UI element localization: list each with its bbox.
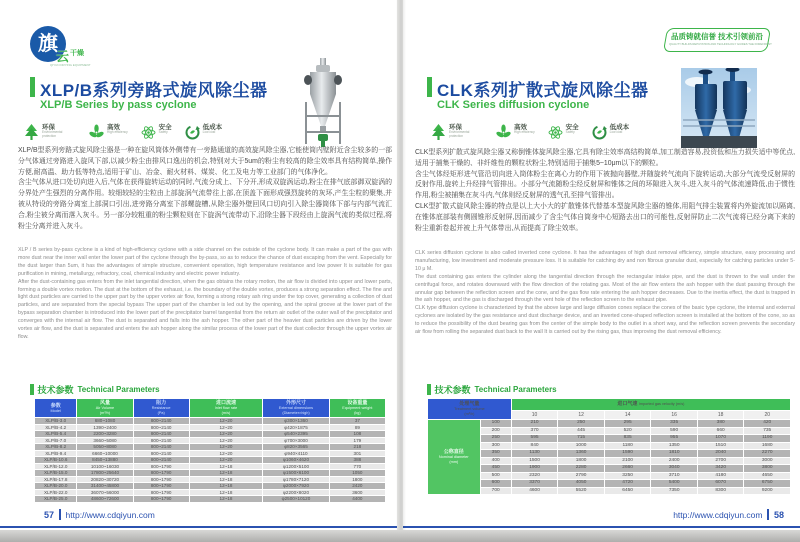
- volume-cell: 5520: [558, 488, 604, 495]
- table-cell: φ1200×5100: [263, 464, 329, 470]
- logo-en-text: QIYUN DRYING EQUIPMENT: [50, 63, 91, 67]
- volume-cell: 1590: [605, 450, 651, 457]
- footer-divider: [767, 509, 769, 520]
- table-cell: φ300×1360: [263, 418, 329, 424]
- diameter-cell: 300: [481, 443, 511, 450]
- volume-cell: 370: [512, 428, 558, 435]
- velocity-value: 12: [558, 411, 604, 419]
- feature-label-en: Environmental protection: [449, 130, 470, 138]
- feature-label-en: Low cost: [609, 130, 623, 134]
- volume-cell: 1360: [558, 450, 604, 457]
- right-section-header: [427, 383, 557, 396]
- table-cell: 301: [330, 451, 385, 457]
- section-title-cn: 技术参数: [37, 385, 74, 395]
- right-english-description: [415, 250, 795, 337]
- volume-cell: 250: [558, 420, 604, 427]
- table-row: [35, 483, 385, 489]
- volume-cell: 3800: [744, 465, 790, 472]
- table-cell: 12~20: [190, 451, 262, 457]
- table-cell: 3600: [330, 490, 385, 496]
- table-cell: 12~20: [190, 425, 262, 431]
- table-cell: 800~2140: [134, 418, 189, 424]
- table-cell: XLP/B-3.0: [35, 418, 76, 424]
- table-cell: φ2200×8020: [263, 490, 329, 496]
- feature-item: [592, 124, 630, 146]
- velocity-value: 16: [651, 411, 697, 419]
- table-row: [35, 438, 385, 444]
- table-row: [35, 425, 385, 431]
- volume-cell: 9200: [744, 488, 790, 495]
- table-cell: 3660~5080: [77, 438, 132, 444]
- feature-label-cn: 安全: [565, 124, 579, 131]
- diameter-cell: 600: [481, 480, 511, 487]
- feature-label-en: High efficiency: [514, 130, 535, 134]
- column-header: 阻力 Resistance (Pa): [134, 399, 189, 417]
- volume-cell: 420: [744, 420, 790, 427]
- table-cell: 800~1790: [134, 496, 189, 502]
- table-cell: 218: [330, 444, 385, 450]
- feature-label: [42, 124, 76, 139]
- gas-velocity-header: 进口气速 Imported gas velocity (m/s): [512, 399, 790, 410]
- xlpb-cyclone-illustration: [292, 56, 354, 155]
- table-cell: 6660~10000: [77, 451, 132, 457]
- paragraph: CLK型扩散式旋风除尘器的特点是以上大小大的扩散锥体代替基本型旋风除尘器的锥体,用阻气排尘装置将内外旋流加以隔离,在锥体底部装有侧圆锥形反射屏,因而减少了含尘气体自筒身中心短路去出口的可能性,反射屏防止二次气流将已经分离下来的粉尘重新卷起并被上升气体带出,从而提高了除尘效率。: [415, 202, 795, 232]
- volume-cell: 335: [651, 420, 697, 427]
- table-cell: φ2000×7920: [263, 483, 329, 489]
- volume-cell: 3000: [744, 458, 790, 465]
- treatment-volume-header: 处理气量 Treatment volume (m³/h): [428, 399, 511, 419]
- logo-cloud-character: 云: [56, 49, 70, 64]
- volume-cell: 1130: [512, 450, 558, 457]
- volume-cell: 4050: [558, 480, 604, 487]
- table-row: [35, 418, 385, 424]
- volume-cell: 6450: [605, 488, 651, 495]
- table-cell: 12~20: [190, 444, 262, 450]
- table-cell: 12~20: [190, 431, 262, 437]
- table-cell: 770: [330, 464, 385, 470]
- table-cell: 800~1790: [134, 477, 189, 483]
- logo-cn-text: 干燥: [70, 50, 84, 57]
- table-row: [35, 444, 385, 450]
- table-cell: XLP/B-7.0: [35, 438, 76, 444]
- table-cell: 37: [330, 418, 385, 424]
- paragraph: The dust containing gas enters the cylinder along the tangential direction through the rectangular intake pipe, and the dust is thrown to the wall under the centrifugal force, and rotates downward with the flow direction of the rotating gas. Most of the air flow enters the ash hopper with the dust passing through the annular gap between the reflection screen and the cone, and the gas flow rate entering the ash hopper decreases. Due to the inertia effect, the dust is trapped in the ash hopper, and the gas is discharged through the vent hole of the reflection screen to the exhaust pipe.: [415, 273, 795, 304]
- left-chinese-description: [18, 146, 392, 232]
- volume-cell: 2280: [558, 465, 604, 472]
- footer-divider: [59, 509, 61, 520]
- left-footer: [44, 509, 155, 520]
- feature-label: [159, 124, 172, 135]
- table-row: [428, 488, 790, 495]
- table-cell: 12~18: [190, 496, 262, 502]
- footer-rule: [0, 526, 397, 528]
- feature-item: [24, 124, 76, 146]
- feature-label-cn: 高效: [107, 124, 120, 131]
- table-cell: 8450~13880: [77, 457, 132, 463]
- volume-cell: 735: [744, 428, 790, 435]
- velocity-value: 14: [605, 411, 651, 419]
- table-cell: 800~2140: [134, 425, 189, 431]
- tree-icon: [24, 124, 39, 146]
- title-accent-bar: [427, 77, 432, 97]
- table-cell: 2200~3280: [77, 431, 132, 437]
- website-url: http://www.cdqiyun.com: [673, 509, 763, 520]
- title-accent-bar: [30, 77, 35, 97]
- paragraph: CLK series diffusion cyclone is also called inverted cone cyclone. It has the advantages of high dust removal efficiency, simple structure, easy processing and manufacturing, low investment and moderate pressure loss. It is suitable for catching dry and non fibrous granular dust, especially for catching particles under 5-10 μ M.: [415, 250, 795, 272]
- table-cell: 680~1080: [77, 418, 132, 424]
- table-cell: 108: [330, 431, 385, 437]
- diameter-cell: 450: [481, 465, 511, 472]
- tree-icon: [431, 124, 446, 146]
- volume-cell: 840: [512, 443, 558, 450]
- volume-cell: 4600: [512, 488, 558, 495]
- page-number: 58: [773, 509, 784, 520]
- table-cell: XLP/B-5.4: [35, 431, 76, 437]
- scan-edge-shadow: [0, 530, 800, 542]
- fan-icon: [496, 124, 511, 146]
- feature-label: [566, 124, 579, 135]
- table-cell: 800~1790: [134, 490, 189, 496]
- volume-cell: 445: [558, 428, 604, 435]
- section-accent-bar: [30, 384, 34, 395]
- volume-cell: 1680: [744, 443, 790, 450]
- column-header: 设备重量 Equipment weight (kg): [330, 399, 385, 417]
- right-footer: [673, 509, 784, 520]
- table-cell: 12~20: [190, 457, 262, 463]
- table-cell: 17800~25640: [77, 470, 132, 476]
- diameter-cell: 500: [481, 473, 511, 480]
- feature-label: [514, 124, 535, 135]
- table-cell: 5050~8080: [77, 444, 132, 450]
- table-cell: 800~2140: [134, 457, 189, 463]
- page-left: [0, 0, 397, 530]
- feature-label-cn: 安全: [158, 124, 172, 131]
- atom-icon: [141, 124, 156, 146]
- table-cell: XLP/B-15.0: [35, 470, 76, 476]
- brand-logo: [30, 26, 120, 70]
- feature-label-en: Safety: [565, 130, 575, 134]
- volume-cell: 210: [512, 420, 558, 427]
- feature-label-en: Safety: [158, 130, 168, 134]
- table-cell: 2420: [330, 483, 385, 489]
- table-cell: 48600~72600: [77, 496, 132, 502]
- volume-cell: 1350: [651, 443, 697, 450]
- volume-cell: 7350: [651, 488, 697, 495]
- table-cell: 800~1790: [134, 464, 189, 470]
- velocity-value: 18: [698, 411, 744, 419]
- paragraph: CLK型系列扩散式旋风除尘器又称倒锥体旋风除尘器,它具有除尘效率高结构简单,加工制造容易,投资低和压力损失适中等优点,适用于捕集干燥的、非纤维性的颗粒状粉尘,特别适用于捕集5~10μm以下的颗粒。: [415, 149, 795, 167]
- volume-cell: 1900: [512, 465, 558, 472]
- volume-cell: 660: [698, 428, 744, 435]
- volume-cell: 4720: [605, 480, 651, 487]
- volume-cell: 3710: [651, 473, 697, 480]
- paragraph: After the dust-containing gas enters from the inlet tangential direction, when the gas obtains the rotary motion, the air flow is divided into upper and lower parts, forming a double vortex motion. The dust at the bottom of the exhaust, i.e. the boundary of the double vortex, produces a strong separation effect. The fine and light dust particles are carried to the upper part by the upper vortex air flow, forming a strong rotary ash ring under the top cover, generating a collection of dust particles, and are separated from the special bypass The upper part of the chamber is led out by the opening, and the spiral groove at the lower part of the bypass separation chamber is introduced into the lower part of the precipitator barrel tangential from the return air outlet of the outer wall of the precipitator and converges with the internal air flow. The dust is separated and falls into the ash hopper. The other part of the heavier dust particles are driven by the lower vortex air flow, and the dust is separated and enters the ash hopper along the similar process of the lower part of the dust collector through the upper vortex air flow.: [18, 278, 392, 340]
- column-header: 进口流速 Inlet flow rate (m/s): [190, 399, 262, 417]
- table-cell: 800~2140: [134, 444, 189, 450]
- badge-slogan-cn: 品质铸就信誉 技术引领前沿: [670, 32, 764, 41]
- volume-cell: 2320: [512, 473, 558, 480]
- table-row: [428, 450, 790, 457]
- diameter-cell: 200: [481, 428, 511, 435]
- table-cell: 800~1790: [134, 483, 189, 489]
- velocity-value: 20: [744, 411, 790, 419]
- page-seam: [396, 0, 406, 530]
- volume-cell: 1500: [512, 458, 558, 465]
- table-cell: 800~2140: [134, 431, 189, 437]
- table-cell: φ1060×4620: [263, 457, 329, 463]
- volume-cell: 520: [605, 428, 651, 435]
- table-row: [35, 470, 385, 476]
- paragraph: XLP/B型系列旁路式旋风除尘器是一种在旋风筒体外侧带有一旁路通道的高效旋风除尘器,它能使筒内壁附近含尘较多的一部分气体通过旁路进入旋风下部,以减少粉尘由排风口逸出的机会,特别对大于5um的粉尘有较高的除尘效率具有结构简单,操作方便,耐高温、助力低等特点,适用于矿山、冶金、耐火材料、煤炭、化工及电力等工业部门的气体净化。: [18, 147, 392, 176]
- left-feature-icons: [24, 124, 222, 146]
- table-cell: XLP/B-8.2: [35, 444, 76, 450]
- table-cell: φ1780×7120: [263, 477, 329, 483]
- volume-cell: 1810: [651, 450, 697, 457]
- section-title-cn: 技术参数: [434, 385, 471, 395]
- volume-cell: 8300: [698, 488, 744, 495]
- diameter-cell: 400: [481, 458, 511, 465]
- volume-cell: 1800: [558, 458, 604, 465]
- volume-cell: 3370: [512, 480, 558, 487]
- feature-item: [89, 124, 128, 146]
- feature-label-cn: 高效: [514, 124, 527, 131]
- logo-main-character: 旗: [38, 33, 58, 55]
- volume-cell: 4650: [744, 473, 790, 480]
- feature-label: [610, 124, 630, 135]
- diameter-cell: 100: [481, 420, 511, 427]
- volume-cell: 2700: [698, 458, 744, 465]
- section-title-en: Technical Parameters: [474, 385, 557, 394]
- table-cell: 800~2140: [134, 451, 189, 457]
- volume-cell: 3040: [651, 465, 697, 472]
- table-cell: 31400~45800: [77, 483, 132, 489]
- table-cell: 89: [330, 425, 385, 431]
- table-row: [35, 457, 385, 463]
- recycle-cost-icon: [185, 124, 200, 146]
- page-number: 57: [44, 509, 55, 520]
- feature-item: [185, 124, 223, 146]
- table-row: [428, 435, 790, 442]
- right-page-title: CLK系列扩散式旋风除尘器: [437, 81, 649, 100]
- feature-label-en: High efficiency: [107, 130, 128, 134]
- table-cell: XLP/B-20.0: [35, 483, 76, 489]
- table-cell: 1050: [330, 470, 385, 476]
- right-page-subtitle: CLK Series diffusion cyclone: [437, 99, 590, 111]
- section-accent-bar: [427, 384, 431, 395]
- table-cell: 4400: [330, 496, 385, 502]
- feature-label-en: Low cost: [202, 130, 216, 134]
- table-row: [35, 451, 385, 457]
- table-row: [428, 443, 790, 450]
- volume-cell: 715: [558, 435, 604, 442]
- table-cell: 800~2140: [134, 438, 189, 444]
- paragraph: 含尘气体从进口处切向进入后,气体在获得旋转运动的同时,气流分成上、下分开,形成双旋涡运动,粉尘在排气底部御双旋涡的分界处产生强烈的分离作用。较细较轻的尘粒由上部旋涡气流带往上部,在顶盖下面形成强烈旋转的灰环,产生尘粒的聚集,并被从特设的旁路分离室上部洞口引出,进旁路分离室下部螺旋槽,从除尘器外壁回风口切向引入除尘器筒体下部与内部气流汇合,粉尘被分离而落入灰斗。另一部分较粗重的粉尘颗粒则在下旋涡气流带动下,沿除尘器下段经由上旋涡气流的类似过程,将粉尘分离并进入灰斗。: [18, 179, 392, 230]
- volume-cell: 1000: [558, 443, 604, 450]
- diameter-cell: 350: [481, 450, 511, 457]
- volume-cell: 590: [651, 428, 697, 435]
- left-english-description: [18, 247, 392, 342]
- fan-icon: [89, 124, 104, 146]
- left-page-title: XLP/B系列旁路式旋风除尘器: [40, 81, 268, 100]
- column-header: 外形尺寸 External dimensions (Diameter×high): [263, 399, 329, 417]
- feature-item: [548, 124, 579, 146]
- volume-cell: 835: [605, 435, 651, 442]
- feature-label-cn: 环保: [449, 124, 462, 131]
- volume-cell: 6070: [698, 480, 744, 487]
- volume-cell: 380: [698, 420, 744, 427]
- table-cell: 179: [330, 438, 385, 444]
- website-url: http://www.cdqiyun.com: [65, 509, 155, 520]
- volume-cell: 6750: [744, 480, 790, 487]
- diameter-cell: 250: [481, 435, 511, 442]
- volume-cell: 955: [651, 435, 697, 442]
- table-cell: XLP/B-22.0: [35, 490, 76, 496]
- volume-cell: 2270: [744, 450, 790, 457]
- table-row: [35, 490, 385, 496]
- table-row: [428, 458, 790, 465]
- table-row: [428, 465, 790, 472]
- table-row: [35, 431, 385, 437]
- atom-icon: [548, 124, 563, 146]
- page-right: [403, 0, 800, 530]
- table-cell: φ1500×6100: [263, 470, 329, 476]
- xlpb-spec-table: [34, 398, 386, 503]
- table-cell: XLP/B-9.4: [35, 451, 76, 457]
- volume-cell: 595: [512, 435, 558, 442]
- volume-cell: 2400: [651, 458, 697, 465]
- feature-item: [496, 124, 535, 146]
- table-cell: 12~20: [190, 418, 262, 424]
- table-cell: 20820~30720: [77, 477, 132, 483]
- feature-item: [141, 124, 172, 146]
- table-row: [428, 480, 790, 487]
- volume-cell: 5400: [651, 480, 697, 487]
- volume-cell: 1510: [698, 443, 744, 450]
- quality-badge: [665, 28, 772, 52]
- volume-cell: 295: [605, 420, 651, 427]
- table-cell: XLP/B-10.6: [35, 457, 76, 463]
- table-cell: XLP/B-12.0: [35, 464, 76, 470]
- right-feature-icons: [431, 124, 629, 146]
- table-row: [35, 477, 385, 483]
- badge-slogan-en: QUALITY BUILDS REPUTATION AND TECHNOLOGY GUIDES THE FOREFRONT: [669, 42, 772, 46]
- feature-label-cn: 环保: [42, 124, 55, 131]
- paragraph: CLK type diffusion cyclone is characterized by that the above large and large diffusion cones replace the cones of the basic type cyclone, the internal and external cyclones are isolated by the gas resistance and dust discharge device, and an inverted cone-shaped reflection screen is installed at the bottom of the cone, so as to reduce the possibility of the dust bearing gas from the center of the simple body to the outlet in a short way, and the reflection screen prevents the secondary air flow from rolling the separated dust back to the wall It is carried out by the rising gas, thus improving the dust removal efficiency.: [415, 305, 795, 336]
- volume-cell: 1070: [698, 435, 744, 442]
- table-cell: 800~1790: [134, 470, 189, 476]
- table-cell: XLP/B-4.2: [35, 425, 76, 431]
- table-row: [35, 464, 385, 470]
- footer-rule: [403, 526, 800, 528]
- clk-cyclone-photo: [681, 68, 757, 153]
- table-cell: φ700×3000: [263, 438, 329, 444]
- table-cell: φ420×1875: [263, 425, 329, 431]
- nominal-diameter-header: 公称直径 Nominal diameter (mm): [428, 420, 480, 494]
- table-cell: 12~18: [190, 483, 262, 489]
- feature-label-cn: 低成本: [609, 124, 630, 131]
- table-row: [428, 473, 790, 480]
- column-header: 风量 Air Volume (m³/h): [77, 399, 132, 417]
- feature-item: [431, 124, 483, 146]
- feature-label-cn: 低成本: [202, 124, 223, 131]
- table-cell: XLP/B-25.0: [35, 496, 76, 502]
- table-cell: 1800: [330, 477, 385, 483]
- section-title-en: Technical Parameters: [77, 385, 160, 394]
- table-cell: 12~18: [190, 464, 262, 470]
- table-cell: 388: [330, 457, 385, 463]
- volume-cell: 1180: [605, 443, 651, 450]
- volume-cell: 3250: [605, 473, 651, 480]
- table-row: [35, 496, 385, 502]
- paragraph: 含尘气体经矩形进气管沿切向进入筒体粉尘在离心力的作用下被抛向器壁,并随旋转气流向下旋转运动,大部分气流受反射屏的反射作用,旋转上升经排气管排出。小部分气流随粉尘经反射屏和锥体之间的环隙进入灰斗,进入灰斗的气体流速降低,由于惯性作用,粉尘被捕集在灰斗内,气体则经反射屏的透气孔至排气管排出。: [415, 170, 795, 200]
- diameter-cell: 700: [481, 488, 511, 495]
- table-cell: 12~18: [190, 477, 262, 483]
- table-cell: 36070~56000: [77, 490, 132, 496]
- table-cell: φ940×4110: [263, 451, 329, 457]
- volume-cell: 2100: [605, 458, 651, 465]
- feature-label: [107, 124, 128, 135]
- column-header: 参数 Model: [35, 399, 76, 417]
- table-cell: φ540×2395: [263, 431, 329, 437]
- table-row: [428, 420, 790, 427]
- table-cell: 10100~16030: [77, 464, 132, 470]
- volume-cell: 2040: [698, 450, 744, 457]
- right-chinese-description: [415, 148, 795, 234]
- table-cell: XLP/B-17.8: [35, 477, 76, 483]
- volume-cell: 4180: [698, 473, 744, 480]
- table-cell: φ820×3565: [263, 444, 329, 450]
- table-cell: 12~18: [190, 470, 262, 476]
- clk-volume-table: [427, 398, 791, 495]
- table-cell: 12~20: [190, 438, 262, 444]
- feature-label: [449, 124, 483, 139]
- volume-cell: 2790: [558, 473, 604, 480]
- table-cell: φ2500×10120: [263, 496, 329, 502]
- right-title-block: [427, 76, 648, 101]
- volume-cell: 3420: [698, 465, 744, 472]
- velocity-value: 10: [512, 411, 558, 419]
- left-page-subtitle: XLP/B Series by pass cyclone: [40, 99, 197, 111]
- feature-label-en: Environmental protection: [42, 130, 63, 138]
- feature-label: [203, 124, 223, 135]
- table-row: [428, 428, 790, 435]
- left-section-header: [30, 383, 160, 396]
- paragraph: XLP / B series by-pass cyclone is a kind of high-efficiency cyclone with a side channel on the outside of the cyclone body. It can make a part of the gas with more dust near the inner wall enter the lower part of the cyclone through the by-pass, so as to reduce the chance of dust escaping from the vent. Especially for the dust larger than 5um, it has the advantages of simple structure, convenient operation, high temperature resistance and low power It is suitable for gas purification in mining, metallurgy, refractory, coal, chemical industry and electric power industry.: [18, 247, 392, 277]
- table-cell: 1390~2400: [77, 425, 132, 431]
- left-title-block: [30, 76, 268, 101]
- volume-cell: 1190: [744, 435, 790, 442]
- volume-cell: 2660: [605, 465, 651, 472]
- recycle-cost-icon: [592, 124, 607, 146]
- table-cell: 12~18: [190, 490, 262, 496]
